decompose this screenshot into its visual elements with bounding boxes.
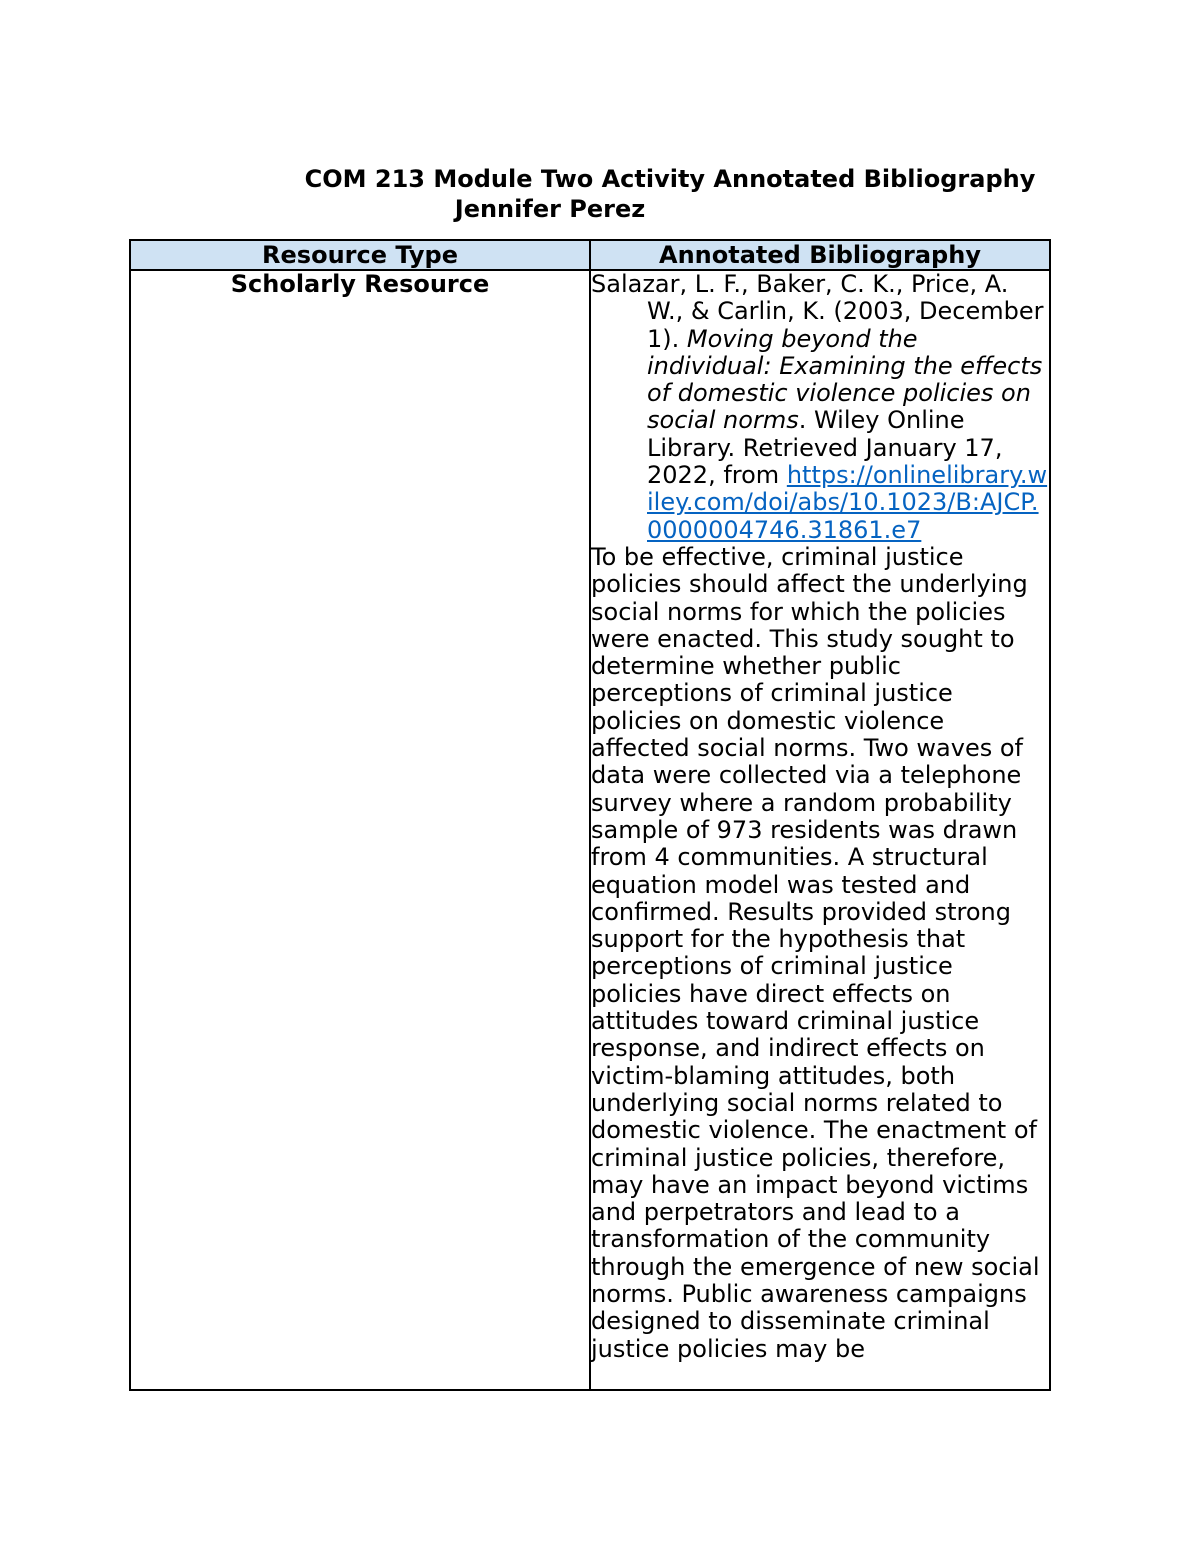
document-title: COM 213 Module Two Activity Annotated Bibliography [304,165,1036,193]
citation-source: . Wiley Online Library. Retrieved January 17, 2022, from [647,406,1003,490]
column-header-resource-type: Resource Type [130,240,590,270]
table-row [130,270,1050,1390]
annotated-bibliography-table [129,239,1051,1391]
column-header-annotated-bibliography: Annotated Bibliography [590,240,1050,270]
citation-authors-date: Salazar, L. F., Baker, C. K., Price, A. W., & Carlin, K. (2003, December 1). [591,270,1044,353]
bibliography-cell [590,270,1050,1390]
citation-title: Moving beyond the individual: Examining the effects of domestic violence policies on social norms [647,324,1043,435]
author-name: Jennifer Perez [454,195,646,223]
citation [591,271,1049,544]
resource-type-cell: Scholarly Resource [130,270,590,1390]
citation-link[interactable]: https://onlinelibrary.wiley.com/doi/abs/10.1023/B:AJCP.0000004746.31861.e7 [647,461,1048,544]
table-header-row [130,240,1050,270]
annotation-text: To be effective, criminal justice policies should affect the underlying social norms for which the policies were enacted. This study sought to determine whether public perceptions of criminal justice policies on domestic violence affected social norms. Two waves of data were collected via a telephone survey where a random probability sample of 973 residents was drawn from 4 communities. A structural equation model was tested and confirmed. Results provided strong support for the hypothesis that perceptions of criminal justice policies have direct effects on attitudes toward criminal justice response, and indirect effects on victim-blaming attitudes, both underlying social norms related to domestic violence. The enactment of criminal justice policies, therefore, may have an impact beyond victims and perpetrators and lead to a transformation of the community through the emergence of new social norms. Public awareness campaigns designed to disseminate criminal justice policies may be [591,542,1040,1363]
